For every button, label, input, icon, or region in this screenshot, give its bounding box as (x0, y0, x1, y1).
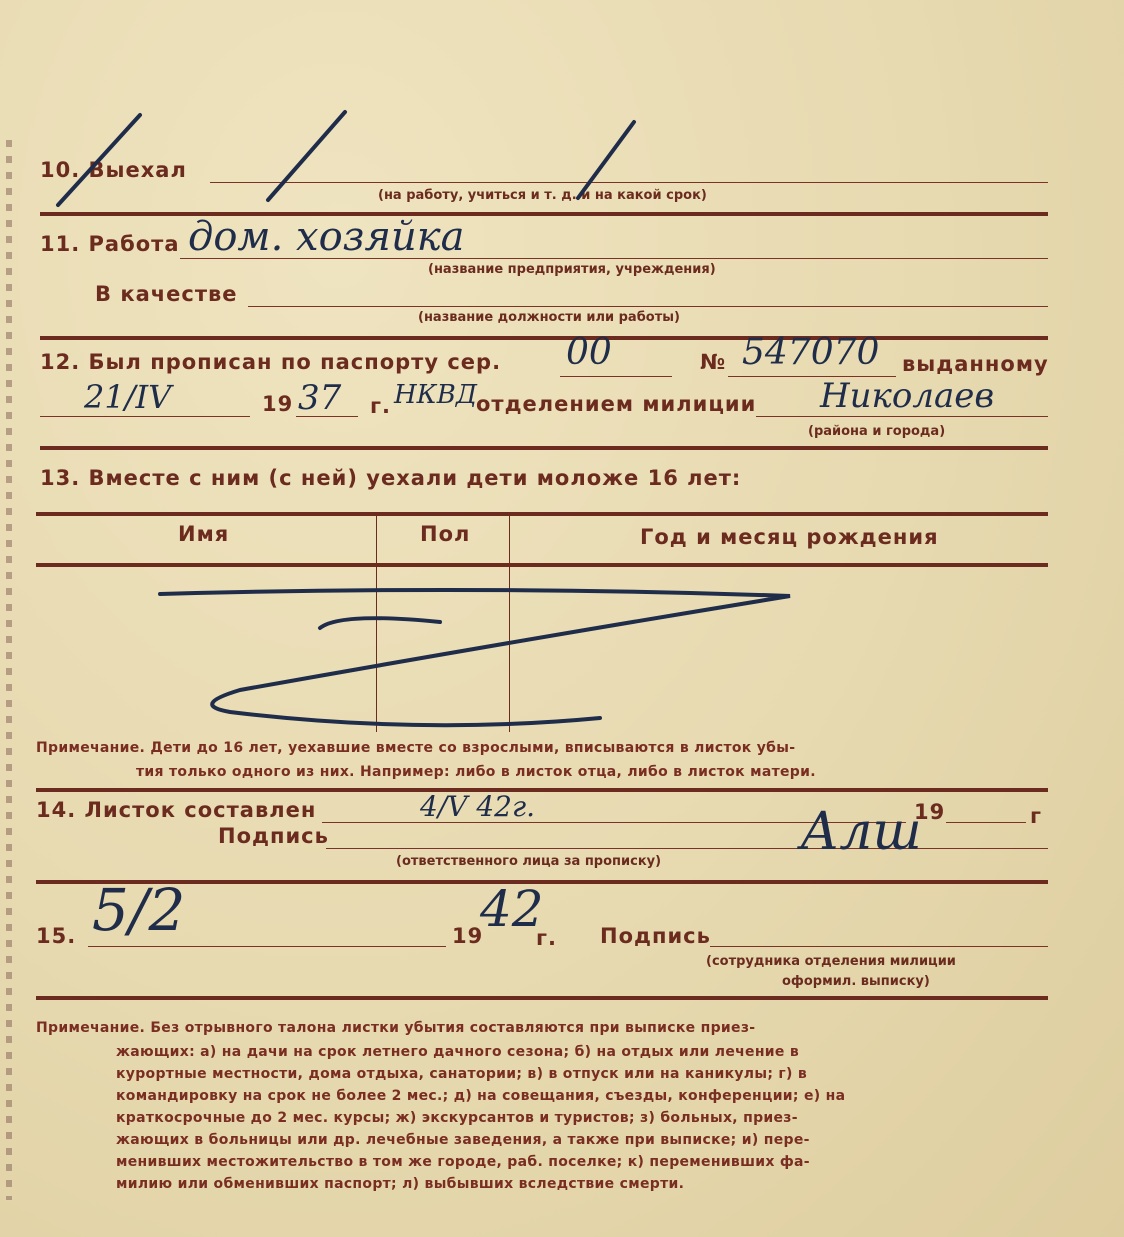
field-15-hint-2: оформил. выписку) (782, 974, 930, 989)
slash-3 (578, 122, 634, 198)
slash-2 (268, 112, 345, 200)
note-2-line-6: жающих в больницы или др. лечебные заведения, а также при выписке; и) пере- (116, 1132, 810, 1148)
handwritten-issue-date: 21/IV (84, 378, 172, 416)
note-2-line-3: курортные местности, дома отдыха, санатории; в) в отпуск или на каникулы; г) в (116, 1066, 808, 1082)
col-birth-header: Год и месяц рождения (640, 525, 939, 549)
note-1-line-1: Примечание. Дети до 16 лет, уехавшие вместе со взрослыми, вписываются в листок убы- (36, 740, 796, 756)
handwritten-work: дом. хозяйка (188, 214, 465, 260)
note-2-line-7: менивших местожительство в том же городе, раб. поселке; к) переменивших фа- (116, 1154, 810, 1170)
z-stroke (160, 590, 790, 725)
field-15-year: 19 (452, 924, 484, 948)
handwritten-f15-date: 5/2 (92, 876, 186, 944)
field-15-hint-1: (сотрудника отделения милиции (706, 954, 956, 969)
year-prefix: 19 (262, 392, 294, 416)
note-2-line-5: краткосрочные до 2 мес. курсы; ж) экскурсантов и туристов; з) больных, приез- (116, 1110, 798, 1126)
g-label: г. (370, 394, 391, 418)
field-14-sign-hint: (ответственного лица за прописку) (396, 854, 662, 869)
col-name-header: Имя (178, 522, 230, 546)
militia-label: отделением милиции (476, 392, 757, 416)
field-15-g: г. (536, 926, 557, 950)
note-2-line-4: командировку на срок не более 2 мес.; д) на совещания, съезды, конференции; е) на (116, 1088, 846, 1104)
field-12-label: 12. Был прописан по паспорту сер. (40, 350, 502, 374)
handwritten-issuer: НКВД (394, 380, 478, 410)
field-10-hint: (на работу, учиться и т. д. и на какой срок) (378, 188, 707, 203)
note-2-line-1: Примечание. Без отрывного талона листки убытия составляются при выписке приез- (36, 1020, 756, 1036)
field-15-sign-label: Подпись (600, 924, 711, 948)
field-14-year: 19 (914, 800, 946, 824)
field-14-sign-label: Подпись (218, 824, 329, 848)
handwritten-passport-no: 547070 (742, 332, 880, 373)
field-11-hint: (название предприятия, учреждения) (428, 262, 716, 277)
note-1-line-2: тия только одного из них. Например: либо в листок отца, либо в листок матери. (136, 764, 816, 780)
field-11-as-label: В качестве (95, 282, 238, 306)
issued-label: выданному (902, 352, 1049, 376)
note-2-line-8: милию или обменивших паспорт; л) выбывших вследствие смерти. (116, 1176, 685, 1192)
field-11-label: 11. Работа (40, 232, 180, 256)
handwritten-series: 00 (566, 332, 612, 373)
z-bar (320, 618, 440, 628)
col-sex-header: Пол (420, 522, 471, 546)
field-14-g: г (1030, 804, 1042, 828)
handwritten-signature: Алш (800, 802, 922, 862)
handwritten-f15-year: 42 (480, 880, 544, 938)
field-14-label: 14. Листок составлен (36, 798, 317, 822)
field-10-label: 10. Выехал (40, 158, 187, 182)
note-2-line-2: жающих: а) на дачи на срок летнего дачного сезона; б) на отдых или лечение в (116, 1044, 800, 1060)
slash-1 (58, 115, 140, 205)
number-sign: № (700, 350, 727, 374)
field-15-label: 15. (36, 924, 77, 948)
handwritten-year: 37 (298, 378, 342, 418)
handwritten-compiled-date: 4/V 42г. (420, 790, 536, 823)
field-13-label: 13. Вместе с ним (с ней) уехали дети моложе 16 лет: (40, 466, 742, 490)
handwritten-city: Николаев (820, 376, 995, 416)
field-11-as-hint: (название должности или работы) (418, 310, 680, 325)
field-12-hint: (района и города) (808, 424, 946, 439)
